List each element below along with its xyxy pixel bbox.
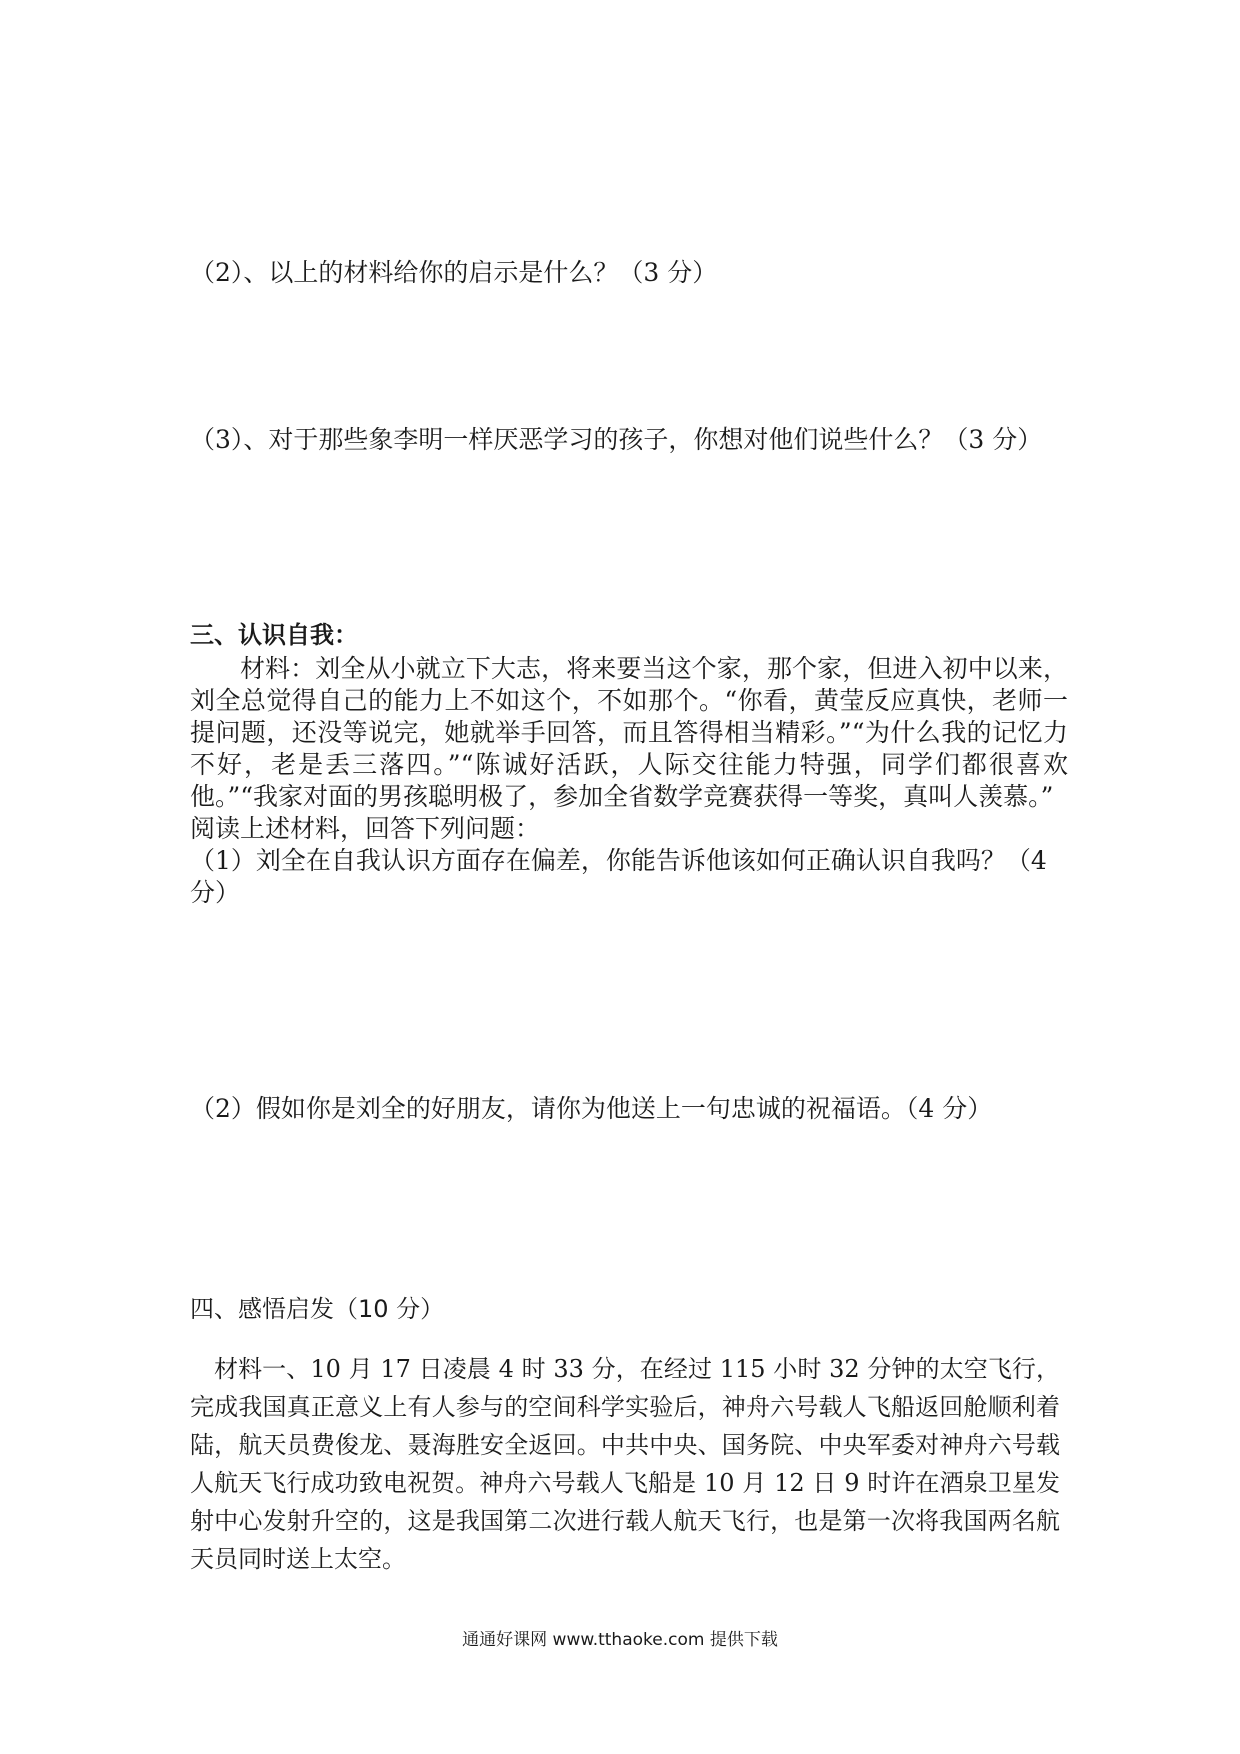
section-3-question-2: （2）假如你是刘全的好朋友，请你为他送上一句忠诚的祝福语。（4 分）: [190, 1094, 993, 1123]
section-4-title: 四、感悟启发（10 分）: [190, 1295, 445, 1323]
section-3: [190, 619, 1068, 909]
section-3-question-1: （1）刘全在自我认识方面存在偏差，你能告诉他该如何正确认识自我吗？（4 分）: [190, 846, 1047, 907]
question-2-top: （2）、以上的材料给你的启示是什么？（3 分）: [190, 258, 718, 287]
question-3-top: （3）、对于那些象李明一样厌恶学习的孩子，你想对他们说些什么？（3 分）: [190, 425, 1043, 454]
page-footer: 通通好课网 www.tthaoke.com 提供下载: [462, 1630, 778, 1650]
section-3-heading: 三、认识自我：: [190, 621, 358, 649]
section-3-instruction: 阅读上述材料，回答下列问题：: [190, 814, 541, 843]
section-4-material-1: 材料一、10 月 17 日凌晨 4 时 33 分，在经过 115 小时 32 分钟的太空飞行，完成我国真正意义上有人参与的空间科学实验后，神舟六号载人飞船返回舱顺利着陆，航天员费俊龙、聂海胜安全返回。中共中央、国务院、中央军委对神舟六号载人航天飞行成功致电祝贺。神舟六号载人飞船是 10 月 12 日 9 时许在酒泉卫星发射中心发射升空的，这是我国第二次进行载人航天飞行，也是第一次将我国两名航天员同时送上太空。: [190, 1355, 1060, 1573]
section-3-material: 材料：刘全从小就立下大志，将来要当这个家，那个家，但进入初中以来，刘全总觉得自己的能力上不如这个，不如那个。“你看，黄莹反应真快，老师一提问题，还没等说完，她就举手回答，而且答得相当精彩。”“为什么我的记忆力不好，老是丢三落四。”“陈诚好活跃，人际交往能力特强，同学们都很喜欢他。”“我家对面的男孩聪明极了，参加全省数学竞赛获得一等奖，真叫人羡慕。”: [190, 654, 1068, 811]
